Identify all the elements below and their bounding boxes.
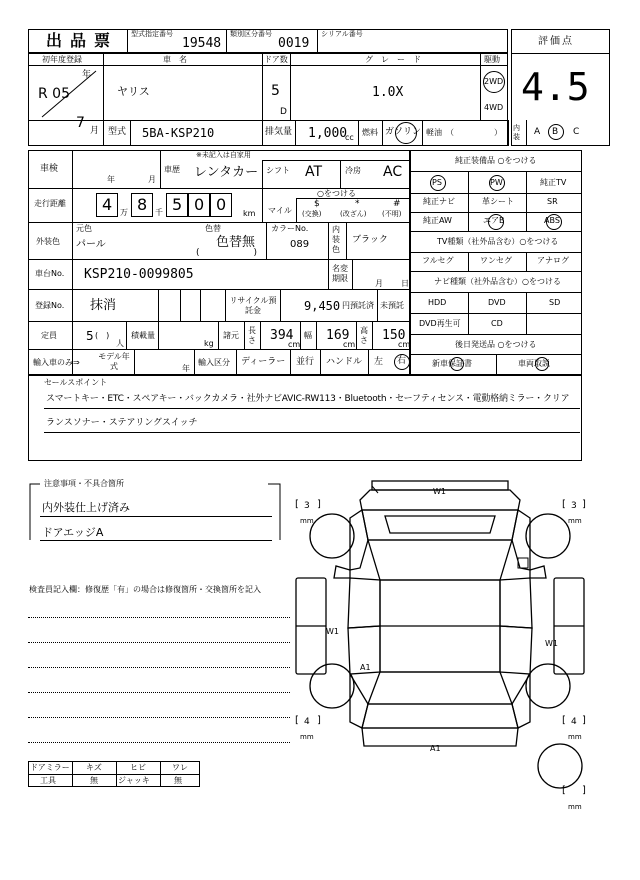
interior-a: A [534, 127, 541, 137]
shaken-label: 車検 [40, 164, 59, 174]
capacity-unit: 人 [116, 339, 124, 348]
tread-spare-bracket: [ [562, 785, 566, 796]
navi-sd: SD [549, 298, 561, 307]
color-label: 外装色 [36, 237, 60, 246]
equip-navi: 純正ナビ [423, 197, 455, 206]
equip-abs: ABS [544, 216, 560, 225]
legend-tools: 工具 [40, 776, 56, 785]
year-unit: 年 [82, 70, 92, 80]
tread-br-bracket: [ [562, 715, 566, 726]
height-label: 高さ [360, 326, 368, 345]
regno-value: 抹消 [90, 298, 117, 313]
displacement-value: 1,000 [308, 126, 348, 141]
name-change-label: 名変期限 [332, 264, 348, 283]
color-repaint-label: 色替 [205, 224, 221, 233]
evaluation-label: 評価点 [538, 36, 574, 47]
length-value: 394 [270, 328, 294, 343]
capacity-paren: ( ) [95, 331, 110, 340]
doors-d: D [280, 107, 287, 117]
color-orig-label: 元色 [76, 224, 92, 233]
regno-label: 登録No. [35, 301, 65, 310]
capacity-label: 定員 [41, 331, 57, 340]
drive-4wd: 4WD [484, 103, 504, 112]
tread-tl-bracket-r: ] [317, 499, 321, 510]
legend-jack: ジャッキ [118, 776, 150, 785]
length-label: 長さ [248, 326, 256, 345]
tread-br-mm: mm [568, 733, 582, 741]
doors-label: ドア数 [264, 55, 288, 64]
height-value: 150 [382, 328, 406, 343]
category-value: 0019 [278, 36, 310, 51]
mile-label: マイル [268, 206, 292, 215]
mileage-d5: 0 [216, 195, 227, 214]
model-year-label: モデル年式 [98, 352, 130, 371]
legend-scratch: キズ [86, 763, 102, 772]
later-manual: 車両取説 [518, 359, 550, 368]
history-label: 車歴 [164, 165, 180, 174]
legend-tools-value: 無 [90, 776, 98, 785]
tread-bl-bracket-r: ] [317, 715, 321, 726]
recycle-un: 未預託 [380, 301, 404, 310]
fuel-label: 燃料 [362, 128, 378, 137]
color-no-label: カラーNo. [271, 224, 309, 233]
mark-hash: # [393, 199, 401, 209]
equip-pw: PW [490, 178, 503, 187]
load-unit: kg [204, 339, 214, 348]
grade-label: グ レ ー ド [365, 55, 421, 64]
equip-ps: PS [432, 178, 442, 187]
notes-line-1: 内外装仕上げ済み [42, 501, 130, 514]
ac-label: 冷房 [345, 166, 361, 175]
handle-left: 左 [374, 357, 384, 367]
displacement-unit: cc [345, 133, 354, 142]
type-label: 型式指定番号 [131, 30, 173, 38]
sales-line-1: スマートキー・ETC・スペアキー・バックカメラ・社外ナビAVIC-RW113・Bluetooth・セーフティセンス・電動格納ミラー・クリア [46, 394, 570, 404]
mark-dollar: $ [314, 199, 320, 209]
tv-one: ワンセグ [480, 256, 512, 265]
length-unit: cm [288, 340, 301, 349]
interior-color-label: 内装色 [332, 225, 340, 254]
tread-tl-mm: mm [300, 517, 314, 525]
inspector-note: 検査員記入欄：修復歴「有」の場合は修復箇所・交換箇所を記入 [29, 585, 261, 594]
tv-full: フルセグ [422, 256, 454, 265]
shift-label: シフト [266, 166, 290, 175]
month-unit: 月 [90, 126, 100, 136]
import-label: 輸入車のみ⇒ [33, 358, 80, 367]
mark-star: * [355, 199, 360, 209]
interior-b: B [552, 127, 559, 137]
tread-bl: 4 [304, 717, 310, 727]
doors-value: 5 [271, 83, 280, 99]
mileage-d2: 8 [137, 195, 148, 214]
legend-jack-value: 無 [174, 776, 182, 785]
shaken-year: 年 [107, 175, 115, 184]
equip-airbag: エアB [483, 216, 505, 225]
dim-label: 諸元 [223, 331, 239, 340]
height-unit: cm [398, 340, 411, 349]
mileage-man: 万 [120, 208, 128, 217]
recycle-unit: 円預託済 [342, 301, 374, 310]
equip-aw: 純正AW [423, 216, 452, 225]
navi-dvdplay: DVD再生可 [419, 319, 461, 328]
interior-grade-label: 内装 [513, 124, 520, 141]
capacity-value: 5 [86, 329, 94, 343]
drive-label: 駆動 [484, 55, 500, 64]
color-paren: ( ) [196, 248, 258, 258]
first-registration-label: 初年度登録 [42, 55, 82, 64]
diagram-a-rear: A1 [430, 744, 441, 753]
tread-tr-bracket-r: ] [582, 499, 586, 510]
mileage-label: 走行距離 [34, 199, 66, 208]
tread-br: 4 [571, 717, 577, 727]
later-title: 後日発送品 ○をつける [455, 340, 537, 349]
legend-break: ワレ [172, 763, 188, 772]
diagram-w-top: W1 [433, 487, 446, 496]
type-value: 19548 [182, 36, 222, 51]
width-value: 169 [326, 328, 350, 343]
interior-color-value: ブラック [352, 235, 388, 245]
category-label: 類別区分番号 [230, 30, 272, 38]
tread-br-bracket-r: ] [582, 715, 586, 726]
dealer: ディーラー [241, 357, 286, 367]
load-label: 積載量 [131, 331, 155, 340]
equip-tv: 純正TV [540, 178, 567, 187]
diagram-w-right: W1 [545, 639, 558, 648]
interior-c: C [573, 127, 580, 137]
legend-crack: ヒビ [130, 763, 146, 772]
history-note: ※未記入は自家用 [196, 151, 251, 159]
serial-label: シリアル番号 [321, 30, 363, 38]
mileage-sen: 千 [155, 208, 163, 217]
tread-tl: 3 [304, 501, 310, 511]
color-no-value: 089 [290, 239, 310, 250]
recycle-label: リサイクル預託金 [229, 296, 277, 315]
later-warranty: 新車保証書 [432, 359, 472, 368]
legend-mirror: ドアミラー [30, 763, 70, 772]
name-change-month: 月 [375, 279, 383, 288]
history-value: レンタカー [194, 165, 259, 180]
tread-tl-bracket: [ [295, 499, 299, 510]
car-name-label: 車 名 [163, 55, 187, 64]
sales-label: セールスポイント [44, 378, 108, 387]
import-type-label: 輸入区分 [198, 358, 230, 367]
mark-star-sub: (改ざん) [340, 210, 367, 218]
tread-bl-mm: mm [300, 733, 314, 741]
recycle-value: 9,450 [304, 299, 341, 313]
diagram-a-front: A1 [360, 663, 371, 672]
navi-cd: CD [491, 319, 503, 328]
shaken-month: 月 [148, 175, 156, 184]
tread-spare-bracket-r: ] [582, 785, 586, 796]
tv-title: TV種類（社外品含む）○をつける [437, 237, 559, 246]
parallel: 並行 [296, 357, 315, 367]
mileage-d4: 0 [194, 195, 205, 214]
model-value: 5BA-KSP210 [142, 126, 215, 140]
tv-analog: アナログ [537, 256, 569, 265]
mark-note: ○をつける [317, 189, 356, 198]
navi-dvd: DVD [488, 298, 506, 307]
evaluation-score: 4.5 [521, 65, 590, 109]
mileage-km: km [243, 209, 256, 218]
diesel-paren: （ ） [446, 128, 502, 137]
mark-dollar-sub: (交換) [302, 210, 322, 218]
tread-tr-bracket: [ [562, 499, 566, 510]
diagram-w-left: W1 [326, 627, 339, 636]
equip-leather: 革シート [482, 197, 514, 206]
handle-right: 右 [397, 356, 407, 366]
year-era: R 05 [38, 86, 70, 102]
chassis-label: 車台No. [35, 269, 65, 278]
mileage-d3: 5 [172, 195, 183, 214]
chassis-value: KSP210-0099805 [84, 267, 194, 282]
width-unit: cm [343, 340, 356, 349]
model-label: 型式 [108, 127, 127, 137]
grade-value: 1.0X [372, 85, 404, 100]
tread-bl-bracket: [ [295, 715, 299, 726]
month-value: 7 [76, 115, 85, 131]
displacement-label: 排気量 [265, 127, 293, 137]
tread-spare-mm: mm [568, 803, 582, 811]
notes-line-2: ドアエッジA [42, 526, 104, 539]
page-title: 出品票 [46, 31, 119, 50]
color-orig-value: パール [76, 239, 106, 250]
handle-label: ハンドル [326, 357, 363, 367]
shift-value: AT [305, 164, 323, 180]
sales-line-2: ランスソナー・ステアリングスイッチ [46, 418, 198, 428]
car-name-value: ヤリス [117, 85, 150, 98]
ac-value: AC [383, 164, 403, 180]
tread-tr-mm: mm [568, 517, 582, 525]
width-label: 幅 [304, 331, 312, 340]
drive-2wd: 2WD [484, 77, 504, 86]
fuel-value: ガソリン [385, 127, 422, 137]
color-repaint-value: 色替無 [216, 235, 256, 250]
tread-tr: 3 [571, 501, 577, 511]
mileage-d1: 4 [102, 195, 113, 214]
equipment-title: 純正装備品 ○をつける [455, 156, 537, 165]
diesel-label: 軽油 [426, 128, 442, 137]
navi-title: ナビ種類（社外品含む）○をつける [434, 277, 561, 286]
equip-sr: SR [547, 197, 558, 206]
navi-hdd: HDD [428, 298, 447, 307]
notes-label: 注意事項・不具合箇所 [44, 479, 124, 488]
name-change-day: 日 [401, 279, 409, 288]
model-year-unit: 年 [182, 364, 190, 373]
mark-hash-sub: (不明) [382, 210, 402, 218]
